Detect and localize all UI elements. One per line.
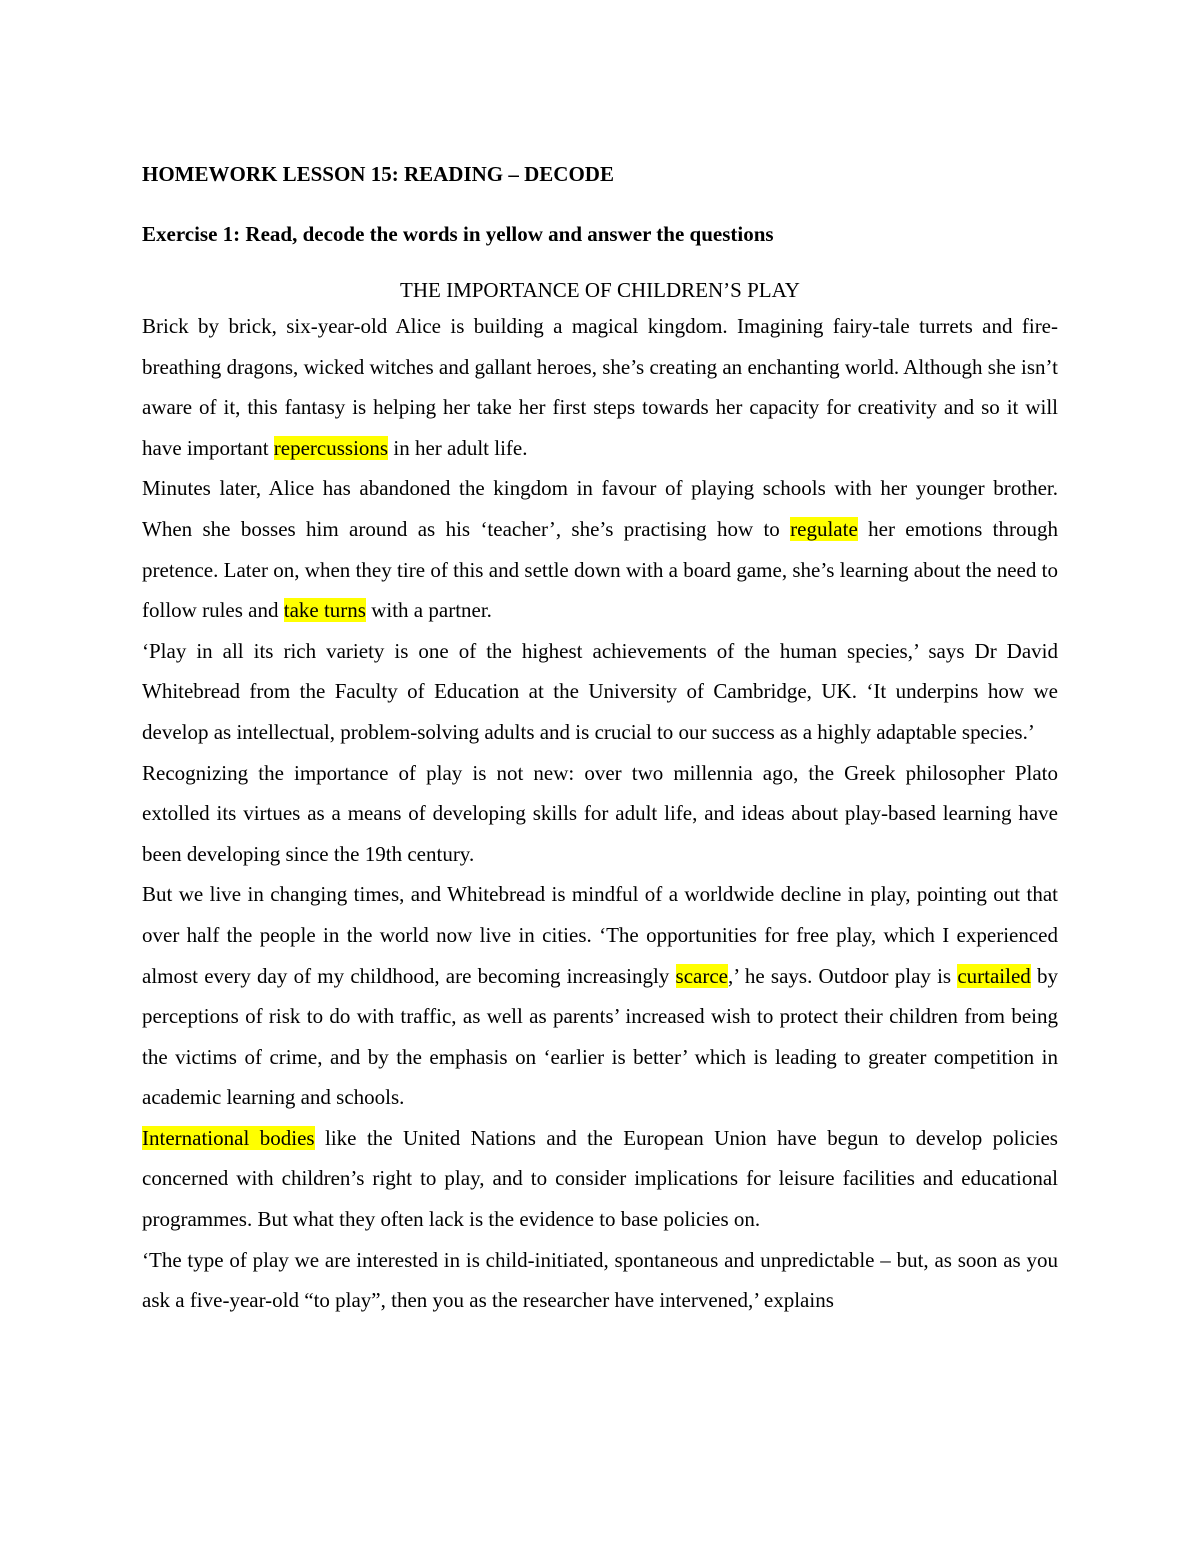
paragraph-5-text-b: ,’ he says. Outdoor play is	[727, 963, 958, 988]
paragraph-2-text-a: Minutes later, Alice has abandoned the kingdom in favour of playing schools with her younger brother. When she bosses him around as his ‘teacher’, she’s practising how to	[142, 476, 1058, 541]
paragraph-5-text-a: But we live in changing times, and Whitebread is mindful of a worldwide decline in play, pointing out that over half the people in the world now live in cities. ‘The opportunities for free play, which I experienced almost every day of my childhood, are becoming increasingly	[142, 882, 1058, 988]
paragraph-1-text-a: Brick by brick, six-year-old Alice is building a magical kingdom. Imagining fairy-tale turrets and fire-breathing dragons, wicked witches and gallant heroes, she’s creating an enchanting world. Although she isn’t aware of it, this fantasy is helping her take her first steps towards her capacity for creativity and so it will have important	[142, 314, 1058, 460]
paragraph-5-text-c: by perceptions of risk to do with traffic, as well as parents’ increased wish to protect their children from being the victims of crime, and by the emphasis on ‘earlier is better’ which is leading to greater competition in academic learning and schools.	[142, 963, 1059, 1110]
highlight-international-bodies: International bodies	[142, 1125, 315, 1150]
paragraph-2-text-b: her emotions through pretence. Later on, when they tire of this and settle down with a board game, she’s learning about the need to follow rules and	[142, 516, 1058, 623]
highlight-take-turns: take turns	[283, 598, 366, 623]
paragraph-3: ‘Play in all its rich variety is one of the highest achievements of the human species,’ says Dr David Whitebread from the Faculty of Education at the University of Cambridge, UK. ‘It underpins how we develop as intellectual, problem-solving adults and is crucial to our success as a highly adaptable species.’	[142, 638, 1058, 744]
highlight-repercussions: repercussions	[273, 435, 389, 460]
paragraph-6-text-a: like the United Nations and the European Union have begun to develop policies concerned with children’s right to play, and to consider implications for leisure facilities and educational programmes. But what they often lack is the evidence to base policies on.	[142, 1125, 1058, 1232]
highlight-curtailed: curtailed	[957, 963, 1031, 988]
paragraph-2	[142, 468, 1058, 630]
highlight-scarce: scarce	[675, 963, 728, 988]
paragraph-7: ‘The type of play we are interested in is child-initiated, spontaneous and unpredictable – but, as soon as you ask a five-year-old “to play”, then you as the researcher have intervened,’ explains	[142, 1247, 1058, 1313]
paragraph-5	[142, 874, 1058, 1118]
article-title: THE IMPORTANCE OF CHILDREN’S PLAY	[400, 278, 800, 302]
exercise-instruction: Exercise 1: Read, decode the words in yellow and answer the questions	[142, 222, 774, 246]
paragraph-1	[142, 306, 1058, 468]
paragraph-4: Recognizing the importance of play is not new: over two millennia ago, the Greek philosopher Plato extolled its virtues as a means of developing skills for adult life, and ideas about play-based learning have been developing since the 19th century.	[142, 760, 1058, 866]
document-page	[142, 158, 1058, 1321]
homework-heading: HOMEWORK LESSON 15: READING – DECODE	[142, 162, 614, 186]
paragraph-6	[142, 1118, 1058, 1240]
highlight-regulate: regulate	[790, 516, 858, 541]
paragraph-2-text-c: with a partner.	[365, 598, 492, 623]
paragraph-1-text-b: in her adult life.	[388, 435, 528, 460]
